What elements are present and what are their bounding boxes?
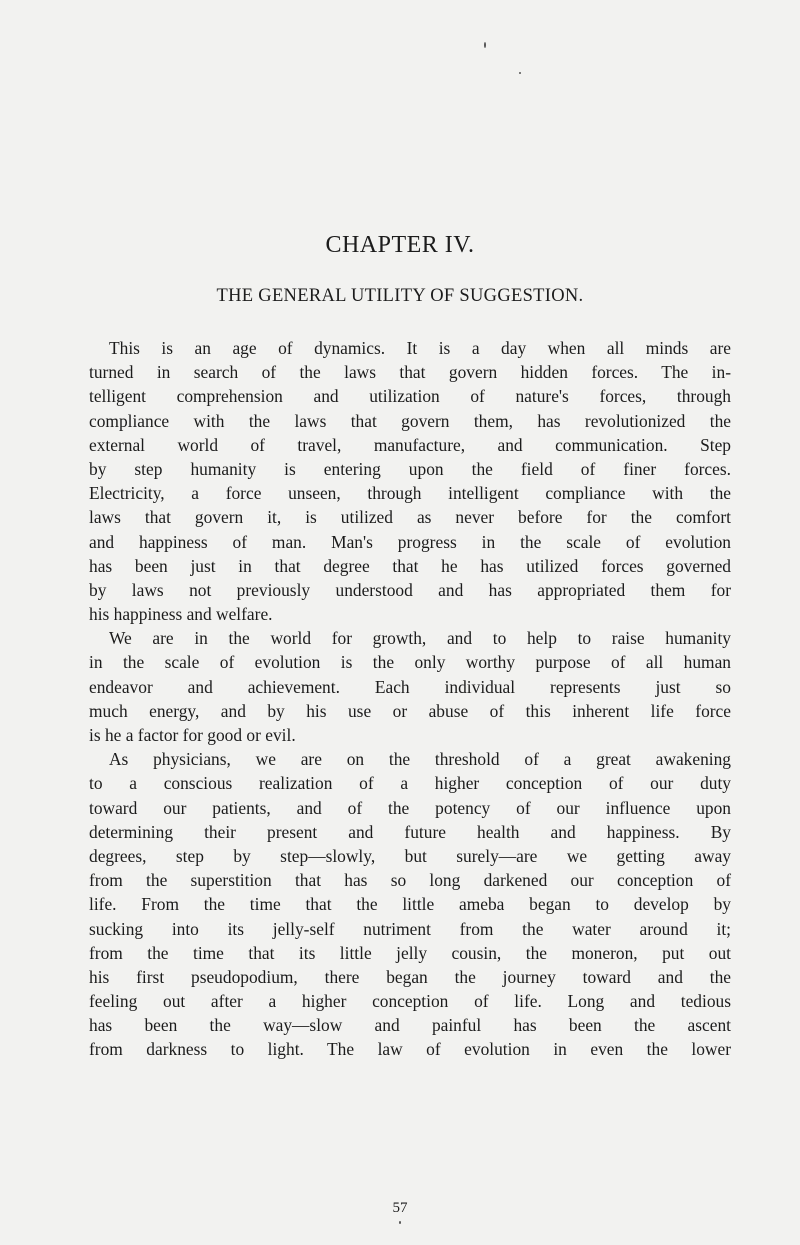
text-line: turned in search of the laws that govern hidden forces. The in- [89,362,731,383]
text-line: by step humanity is entering upon the field of finer forces. [89,458,731,479]
text-line: in the scale of evolution is the only worthy purpose of all human [89,652,731,673]
text-line: is he a factor for good or evil. [89,725,296,745]
text-line: As physicians, we are on the threshold of a great awakening [109,749,731,770]
text-line: telligent comprehension and utilization of nature's forces, through [89,386,731,407]
text-line: has been just in that degree that he has utilized forces governed [89,555,731,576]
text-line: sucking into its jelly-self nutriment from the water around it; [89,918,731,939]
text-line: and happiness of man. Man's progress in the scale of evolution [89,531,731,552]
chapter-heading: CHAPTER IV. [325,232,475,258]
text-line: from the time that its little jelly cousin, the moneron, put out [89,942,731,963]
text-line: external world of travel, manufacture, and communication. Step [89,434,731,455]
text-line: compliance with the laws that govern them, has revolutionized the [89,410,731,431]
paragraph-2 [89,626,731,747]
text-line: life. From the time that the little ameba began to develop by [89,894,731,915]
text-line: Electricity, a force unseen, through intelligent compliance with the [89,483,731,504]
text-line: We are in the world for growth, and to help to raise humanity [109,628,731,649]
section-heading: THE GENERAL UTILITY OF SUGGESTION. [216,286,584,306]
text-line: This is an age of dynamics. It is a day when all minds are [109,338,731,358]
print-speck [519,72,521,74]
text-line: endeavor and achievement. Each individual represents just so [89,676,731,697]
text-line: has been the way—slow and painful has been the ascent [89,1015,731,1036]
text-line: his happiness and welfare. [89,604,273,625]
text-line: from darkness to light. The law of evolution in even the lower [89,1039,731,1060]
body-text [89,336,731,1062]
text-line: determining their present and future health and happiness. By [89,821,731,842]
text-line: to a conscious realization of a higher conception of our duty [89,773,731,794]
paragraph-3 [89,747,731,1061]
page-number: 57 [392,1200,408,1216]
text-line: laws that govern it, is utilized as never before for the comfort [89,507,731,528]
text-line: from the superstition that has so long darkened our conception of [89,870,731,891]
text-line: his first pseudopodium, there began the journey toward and the [89,966,731,987]
text-line: much energy, and by his use or abuse of this inherent life force [89,700,731,721]
text-line: by laws not previously understood and has appropriated them for [89,579,731,600]
paragraph-1 [89,336,731,626]
print-speck [399,1221,401,1224]
text-line: toward our patients, and of the potency of our influence upon [89,797,731,818]
text-line: degrees, step by step—slowly, but surely—are we getting away [89,845,731,866]
text-line: feeling out after a higher conception of life. Long and tedious [89,991,731,1012]
print-speck [484,42,486,48]
